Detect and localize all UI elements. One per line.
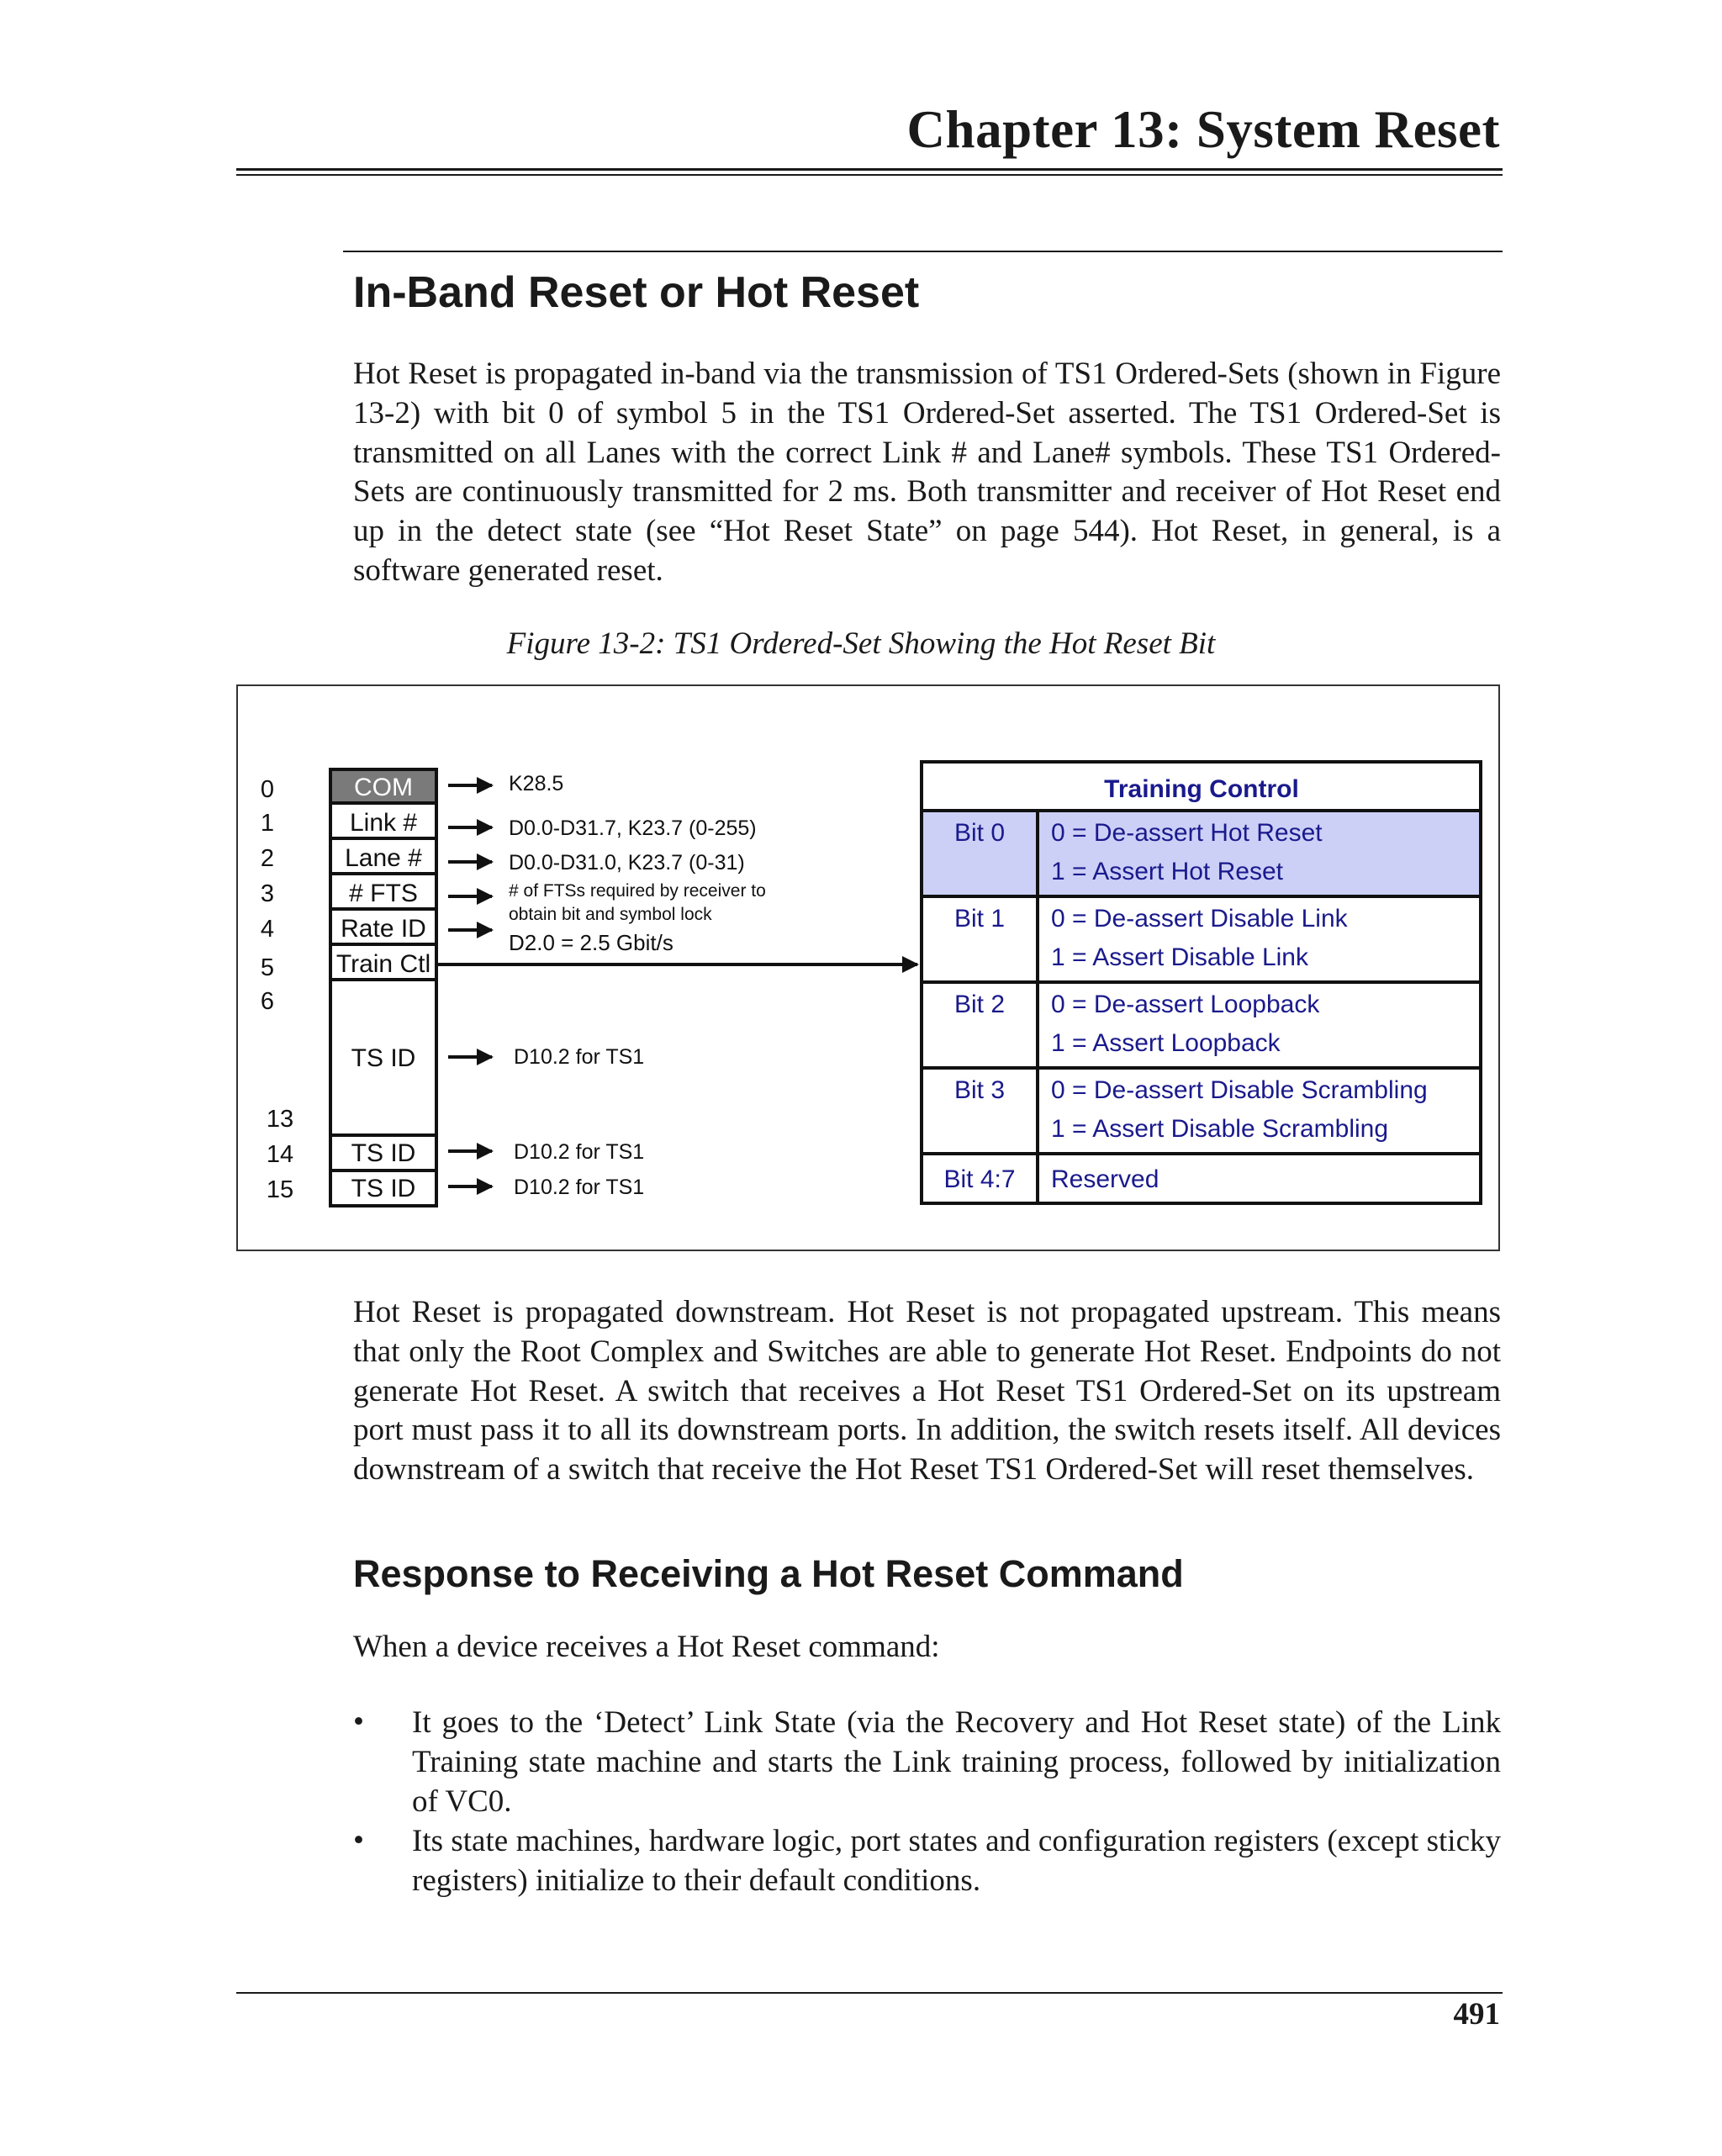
figure-caption: Figure 13-2: TS1 Ordered-Set Showing the Hot Reset Bit	[506, 626, 1216, 661]
bullet-mark: •	[353, 1704, 364, 1739]
table-title: Training Control	[1104, 775, 1299, 803]
downstream-paragraph: Hot Reset is propagated downstream. Hot Reset is not propagated upstream. This means that only the Root Complex and Switches are able to generate Hot Reset. Endpoints do not generate Hot Reset. A switch that receives a Hot Reset TS1 Ordered-Set on its upstream port must pass it to all its downstream ports. In addition, the switch resets itself. All devices downstream of a switch that receive the Hot Reset TS1 Ordered-Set will reset themselves.	[353, 1295, 1501, 1488]
symbol-number-column	[261, 776, 293, 1203]
field-label: Lane #	[345, 844, 422, 872]
symbol-number: 13	[266, 1106, 294, 1133]
bit-description: Reserved	[1051, 1165, 1159, 1193]
section-rule	[343, 251, 1503, 252]
symbol-number: 15	[266, 1176, 294, 1203]
subsection-heading: Response to Receiving a Hot Reset Command	[353, 1552, 1184, 1595]
header-rule-thick	[236, 168, 1503, 171]
symbol-number: 3	[260, 880, 275, 907]
field-label: Train Ctl	[335, 950, 431, 978]
ts1-field-column	[330, 769, 436, 1206]
section-heading: In-Band Reset or Hot Reset	[353, 268, 920, 317]
intro-paragraph: Hot Reset is propagated in-band via the transmission of TS1 Ordered-Sets (shown in Figure 13-2) with bit 0 of symbol 5 in the TS1 Ordered-Set asserted. The TS1 Ordered-Set is transmitted on all Lanes with the correct Link # and Lane# symbols. These TS1 Ordered-Sets are continuously transmitted for 2 ms. Both transmitter and receiver of Hot Reset end up in the detect state (see “Hot Reset State” on page 544). Hot Reset, in general, is a software generated reset.	[353, 357, 1501, 588]
bit-description: 1 = Assert Loopback	[1051, 1029, 1281, 1057]
description-text: D10.2 for TS1	[514, 1140, 645, 1164]
description-text: D0.0-D31.7, K23.7 (0-255)	[509, 816, 757, 840]
bit-description: 0 = De-assert Loopback	[1051, 991, 1320, 1018]
bit-label: Bit 4:7	[943, 1165, 1016, 1193]
description-text: # of FTSs required by receiver to	[509, 881, 766, 901]
description-text: K28.5	[509, 772, 564, 795]
symbol-number: 4	[260, 916, 275, 943]
bit-description: 0 = De-assert Disable Link	[1051, 905, 1348, 933]
bit-label: Bit 3	[953, 1076, 1006, 1104]
symbol-number: 14	[266, 1141, 294, 1168]
field-label: TS ID	[351, 1044, 416, 1072]
ts1-diagram	[238, 686, 1498, 1250]
description-text: D10.2 for TS1	[514, 1045, 645, 1069]
description-text: D0.0-D31.0, K23.7 (0-31)	[509, 851, 745, 875]
bit-label: Bit 1	[953, 905, 1006, 933]
field-label: Rate ID	[341, 915, 426, 943]
field-label: # FTS	[349, 880, 418, 907]
bullet-item: It goes to the ‘Detect’ Link State (via the Recovery and Hot Reset state) of the Link Training state machine and starts the Link training process, followed by initialization of VC0.	[412, 1705, 1501, 1819]
header-rule-thin	[236, 174, 1503, 176]
symbol-number: 2	[260, 845, 275, 872]
symbol-number: 0	[260, 776, 275, 803]
response-intro: When a device receives a Hot Reset command:	[353, 1630, 940, 1664]
description-text: obtain bit and symbol lock	[509, 905, 712, 924]
bit-label: Bit 2	[953, 991, 1006, 1018]
bit-description: 1 = Assert Disable Link	[1051, 943, 1308, 971]
bit-description: 1 = Assert Hot Reset	[1051, 858, 1283, 885]
footer-rule	[236, 1992, 1503, 1994]
field-label: Link #	[349, 809, 418, 837]
field-label: COM	[354, 774, 413, 801]
bit-description: 0 = De-assert Hot Reset	[1051, 819, 1323, 847]
training-control-table	[922, 762, 1481, 1203]
bit-label: Bit 0	[953, 819, 1006, 847]
symbol-number: 5	[260, 954, 275, 981]
bit-description: 0 = De-assert Disable Scrambling	[1051, 1076, 1428, 1104]
page-number: 491	[1453, 1997, 1500, 2032]
symbol-number: 1	[260, 810, 275, 837]
field-label: TS ID	[351, 1175, 416, 1202]
description-text: D2.0 = 2.5 Gbit/s	[509, 930, 673, 955]
symbol-number: 6	[260, 988, 275, 1015]
description-text: D10.2 for TS1	[514, 1176, 645, 1199]
bit-description: 1 = Assert Disable Scrambling	[1051, 1115, 1389, 1143]
bullet-mark: •	[353, 1823, 364, 1857]
field-label: TS ID	[351, 1139, 416, 1167]
bullet-item: Its state machines, hardware logic, port states and configuration registers (except sticky registers) initialize to their default conditions.	[412, 1824, 1501, 1898]
figure-box	[236, 684, 1500, 1251]
chapter-title: Chapter 13: System Reset	[906, 100, 1500, 159]
